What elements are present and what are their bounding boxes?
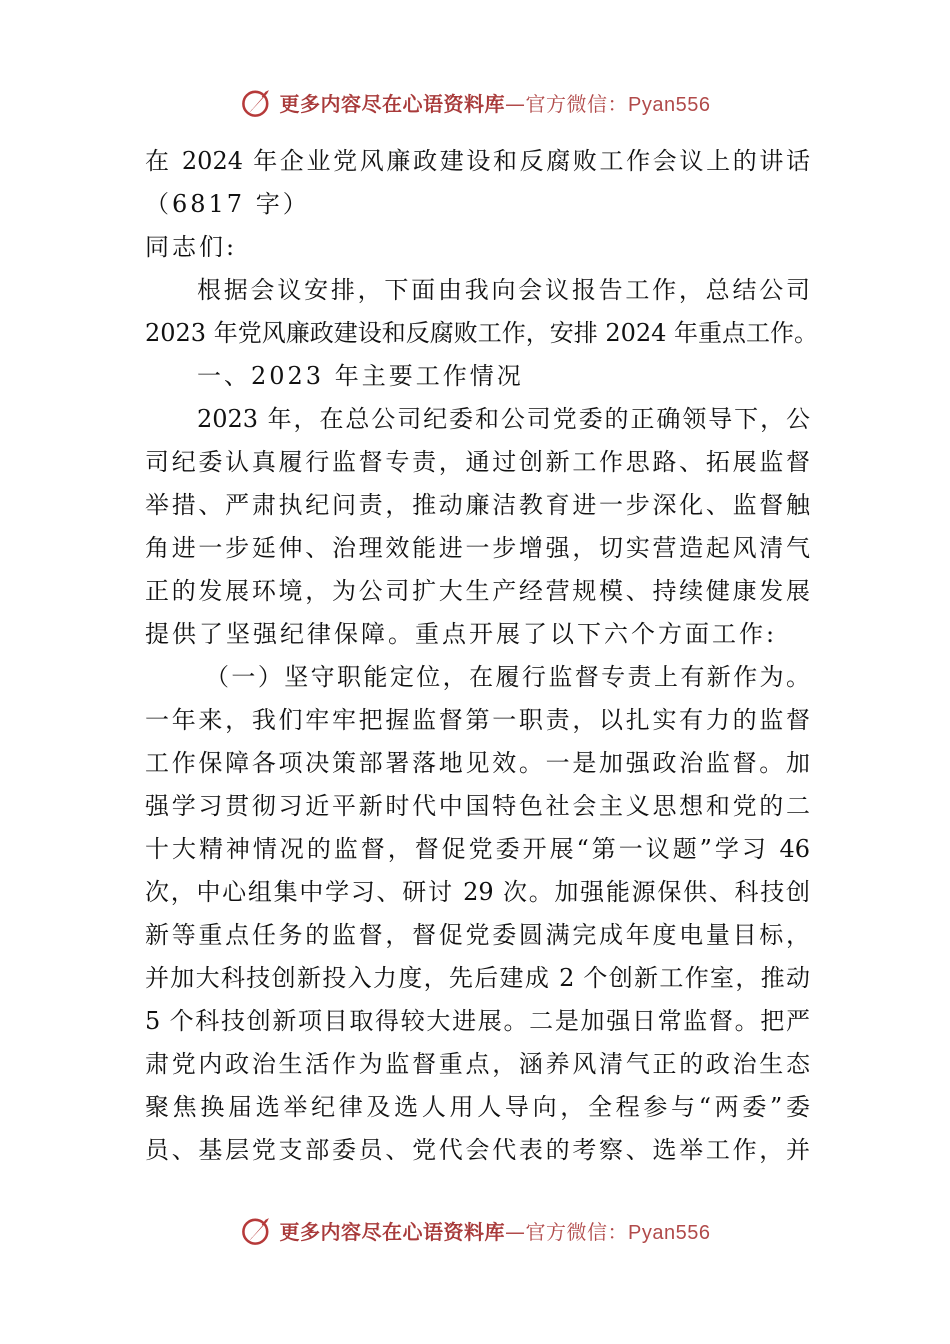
paragraph-line: 根据会议安排，下面由我向会议报告工作，总结公司 [197,276,810,304]
paragraph-line: 2023 年党风廉政建设和反腐败工作，安排 2024 年重点工作。 [145,319,819,347]
paragraph-line: 肃党内政治生活作为监督重点，涵养风清气正的政治生态 [145,1050,810,1078]
watermark-text: 更多内容尽在心语资料库—官方微信：Pyan556 [279,1219,711,1244]
paragraph-line: 提供了坚强纪律保障。重点开展了以下六个方面工作: [145,620,778,648]
watermark-text: 更多内容尽在心语资料库—官方微信：Pyan556 [279,91,711,116]
subsection-heading: （一）坚守职能定位，在履行监督专责上有新作为。 [205,663,810,691]
salutation: 同志们: [145,233,238,261]
header-watermark-banner [0,82,950,122]
footer-watermark-banner [0,1210,950,1250]
paragraph-line: 新等重点任务的监督，督促党委圆满完成年度电量目标， [145,921,810,949]
quill-logo-icon [240,1213,274,1247]
paragraph-line: 一年来，我们牢牢把握监督第一职责，以扎实有力的监督 [145,706,810,734]
quill-logo-icon [240,85,274,119]
paragraph-line: 举措、严肃执纪问责，推动廉洁教育进一步深化、监督触 [145,491,810,519]
paragraph-line: 次，中心组集中学习、研讨 29 次。加强能源保供、科技创 [145,878,810,906]
paragraph-line: 5 个科技创新项目取得较大进展。二是加强日常监督。把严 [145,1007,810,1035]
document-title-line-2: （6817 字） [145,190,310,218]
paragraph-line: 工作保障各项决策部署落地见效。一是加强政治监督。加 [145,749,810,777]
paragraph-line: 并加大科技创新投入力度，先后建成 2 个创新工作室，推动 [145,964,810,992]
paragraph-line: 强学习贯彻习近平新时代中国特色社会主义思想和党的二 [145,792,810,820]
paragraph-line: 员、基层党支部委员、党代会代表的考察、选举工作，并 [145,1136,810,1164]
paragraph-line: 司纪委认真履行监督专责，通过创新工作思路、拓展监督 [145,448,810,476]
section-heading: 一、2023 年主要工作情况 [197,362,524,390]
paragraph-line: 聚焦换届选举纪律及选人用人导向，全程参与“两委”委 [145,1093,810,1121]
paragraph-line: 2023 年，在总公司纪委和公司党委的正确领导下，公 [197,405,810,433]
document-body [145,140,819,1172]
paragraph-line: 十大精神情况的监督，督促党委开展“第一议题”学习 46 [145,835,810,863]
paragraph-line: 正的发展环境，为公司扩大生产经营规模、持续健康发展 [145,577,810,605]
paragraph-line: 角进一步延伸、治理效能进一步增强，切实营造起风清气 [145,534,810,562]
document-title-line-1: 在 2024 年企业党风廉政建设和反腐败工作会议上的讲话 [145,147,810,175]
